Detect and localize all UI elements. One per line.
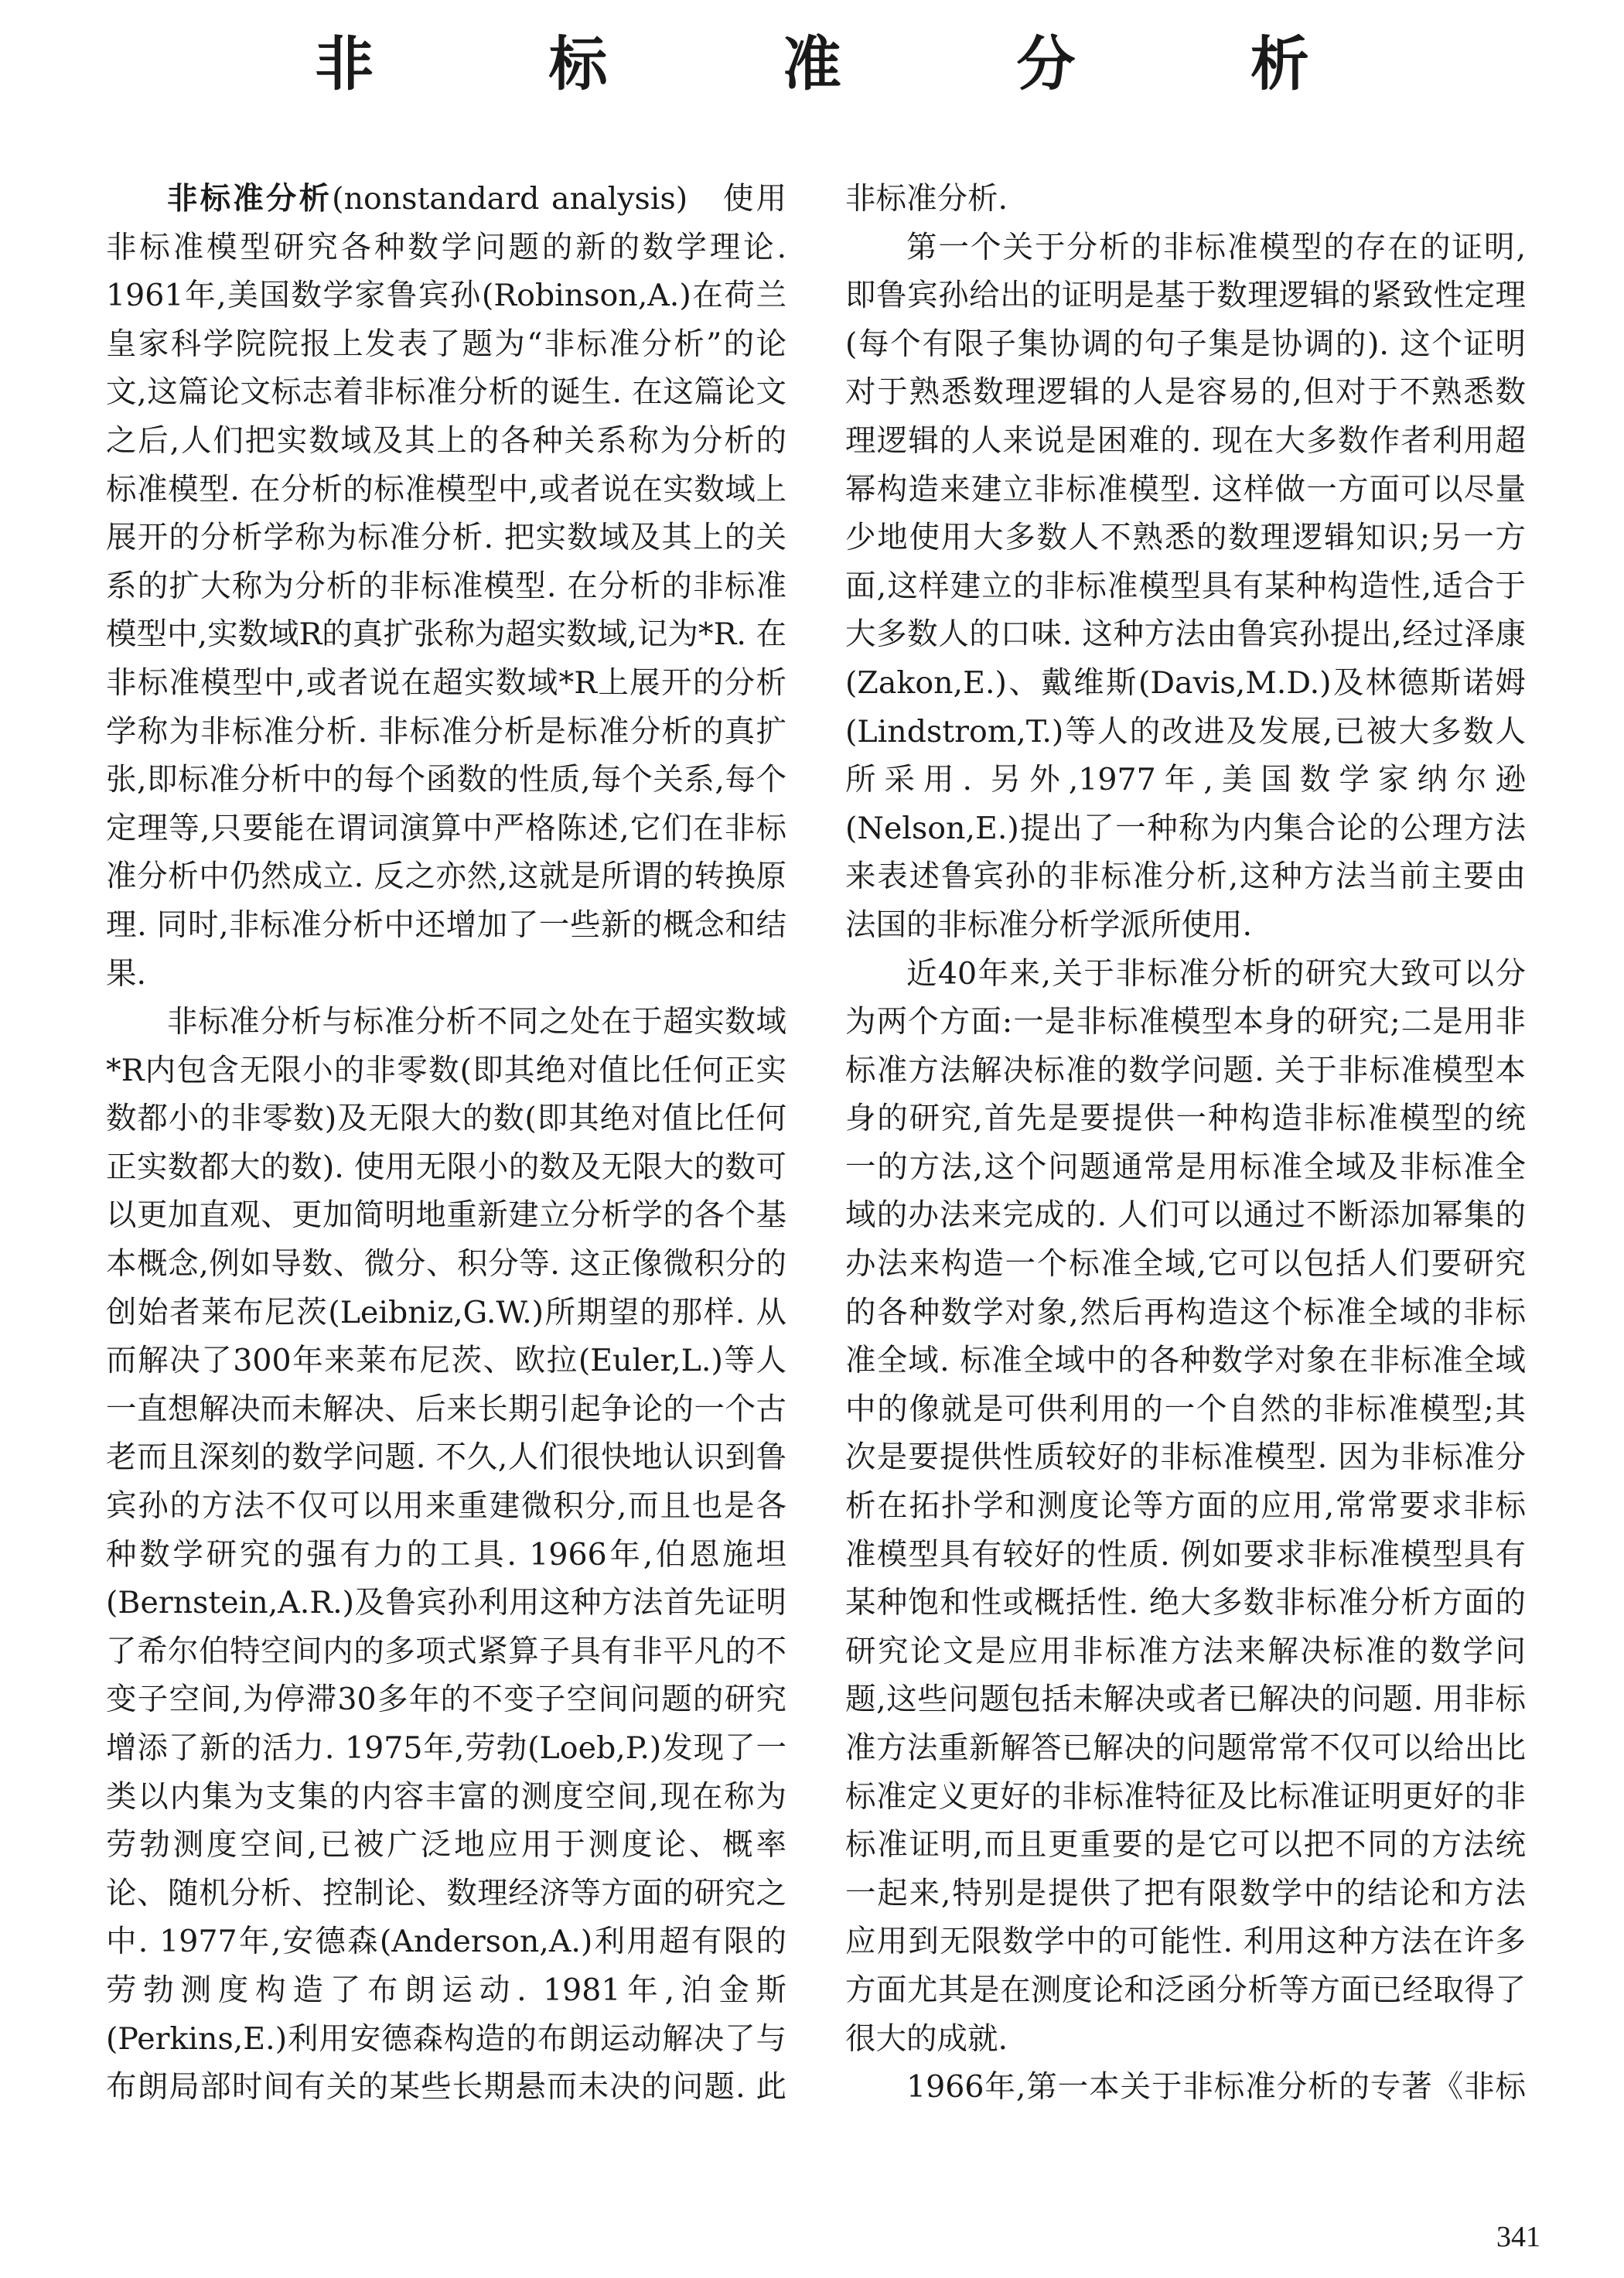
left-column [106, 175, 786, 2109]
page-title: 非 标 准 分 析 [315, 29, 1387, 98]
page-number: 341 [1496, 2221, 1540, 2253]
paragraph-continuation: 非标准分析. [845, 181, 1008, 217]
paragraph-5: 1966年,第一本关于非标准分析的专著《非标 [906, 2069, 1526, 2106]
paragraph-2: 非标准分析与标准分析不同之处在于超实数域*R内包含无限小的非零数(即其绝对值比任何正实数都小的非零数)及无限大的数(即其绝对值比任何正实数都大的数). 使用无限小的数及无限大的数可以更加直观、更加简明地重新建立分析学的各个基本概念,例如导数、微分、积分等. 这正像微积分的创始者莱布尼茨(Leibniz,G.W.)所期望的那样. 从而解决了300年来莱布尼茨、欧拉(Euler,L.)等人一直想解决而未解决、后来长期引起争论的一个古老而且深刻的数学问题. 不久,人们很快地认识到鲁宾孙的方法不仅可以用来重建微积分,而且也是各种数学研究的强有力的工具. 1966年,伯恩施坦(Bernstein,A.R.)及鲁宾孙利用这种方法首先证明了希尔伯特空间内的多项式紧算子具有非平凡的不变子空间,为停滞30多年的不变子空间问题的研究增添了新的活力. 1975年,劳勃(Loeb,P.)发现了一类以内集为支集的内容丰富的测度空间,现在称为劳勃测度空间,已被广泛地应用于测度论、概率论、随机分析、控制论、数理经济等方面的研究之中. 1977年,安德森(Anderson,A.)利用超有限的劳勃测度构造了布朗运动. 1981年,泊金斯(Perkins,E.)利用安德森构造的布朗运动解决了与布朗局部时间有关的某些长期悬而未决的问题. 此 [106, 1004, 786, 2106]
paragraph-3: 第一个关于分析的非标准模型的存在的证明,即鲁宾孙给出的证明是基于数理逻辑的紧致性定理(每个有限子集协调的句子集是协调的). 这个证明对于熟悉数理逻辑的人是容易的,但对于不熟悉数理逻辑的人来说是困难的. 现在大多数作者利用超幂构造来建立非标准模型. 这样做一方面可以尽量少地使用大多数人不熟悉的数理逻辑知识;另一方面,这样建立的非标准模型具有某种构造性,适合于大多数人的口味. 这种方法由鲁宾孙提出,经过泽康(Zakon,E.)、戴维斯(Davis,M.D.)及林德斯诺姆(Lindstrom,T.)等人的改进及发展,已被大多数人所采用. 另外,1977年,美国数学家纳尔逊(Nelson,E.)提出了一种称为内集合论的公理方法来表述鲁宾孙的非标准分析,这种方法当前主要由法国的非标准分析学派所使用. [845, 229, 1526, 943]
entry-definition: (nonstandard analysis) 使用非标准模型研究各种数学问题的新的数学理论. 1961年,美国数学家鲁宾孙(Robinson,A.)在荷兰皇家科学院院报上发表了题为“非标准分析”的论文,这篇论文标志着非标准分析的诞生. 在这篇论文之后,人们把实数域及其上的各种关系称为分析的标准模型. 在分析的标准模型中,或者说在实数域上展开的分析学称为标准分析. 把实数域及其上的关系的扩大称为分析的非标准模型. 在分析的非标准模型中,实数域R的真扩张称为超实数域,记为*R. 在非标准模型中,或者说在超实数域*R上展开的分析学称为非标准分析. 非标准分析是标准分析的真扩张,即标准分析中的每个函数的性质,每个关系,每个定理等,只要能在谓词演算中严格陈述,它们在非标准分析中仍然成立. 反之亦然,这就是所谓的转换原理. 同时,非标准分析中还增加了一些新的概念和结果. [106, 181, 786, 992]
right-column [845, 175, 1526, 2109]
paragraph-4: 近40年来,关于非标准分析的研究大致可以分为两个方面:一是非标准模型本身的研究;二是用非标准方法解决标准的数学问题. 关于非标准模型本身的研究,首先是要提供一种构造非标准模型的统一的方法,这个问题通常是用标准全域及非标准全域的办法来完成的. 人们可以通过不断添加幂集的办法来构造一个标准全域,它可以包括人们要研究的各种数学对象,然后再构造这个标准全域的非标准全域. 标准全域中的各种数学对象在非标准全域中的像就是可供利用的一个自然的非标准模型;其次是要提供性质较好的非标准模型. 因为非标准分析在拓扑学和测度论等方面的应用,常常要求非标准模型具有较好的性质. 例如要求非标准模型具有某种饱和性或概括性. 绝大多数非标准分析方面的研究论文是应用非标准方法来解决标准的数学问题,这些问题包括未解决或者已解决的问题. 用非标准方法重新解答已解决的问题常常不仅可以给出比标准定义更好的非标准特征及比标准证明更好的非标准证明,而且更重要的是它可以把不同的方法统一起来,特别是提供了把有限数学中的结论和方法应用到无限数学中的可能性. 利用这种方法在许多方面尤其是在测度论和泛函分析等方面已经取得了很大的成就. [845, 955, 1526, 2057]
entry-term: 非标准分析 [167, 181, 333, 217]
paragraph-1 [106, 175, 786, 998]
